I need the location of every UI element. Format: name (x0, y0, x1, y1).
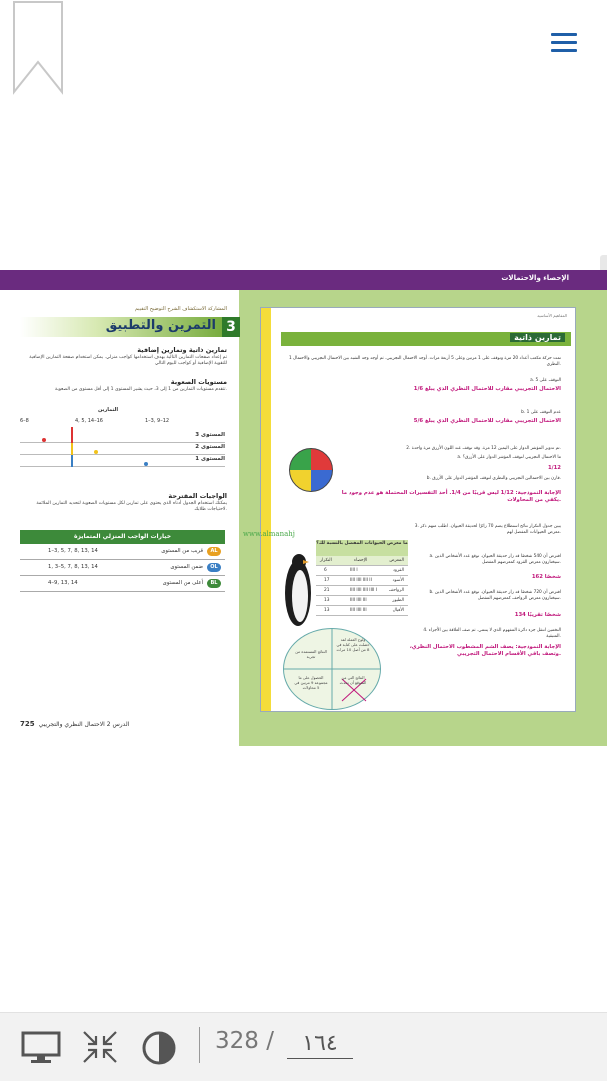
exercise-numbers: 1, 3–5, 7, 8, 13, 14 (48, 564, 98, 570)
answer-2b: الإجابة النموذجية: 1/12 ليس قريبًا من 1/4. أحد التفسيرات المحتملة هو عدم وجود ما يكفي من المحاولات. (341, 490, 561, 503)
level-range-2: 4, 5, 14–16 (75, 418, 103, 424)
table-cell: الأسود (392, 578, 404, 583)
col-header: الإحصاء (354, 558, 368, 563)
chapter-bar-title: الإحصاء والاحتمالات (501, 274, 569, 282)
answer-4: الإجابة النموذجية: يصف الشم المشطوب الاحتمال النظري، وتصف باقي الأقسام الاحتمال التجريبي. (409, 644, 561, 657)
level-dot-blue (144, 462, 148, 466)
bottom-toolbar (0, 1012, 607, 1081)
homework-row (20, 576, 225, 592)
section-title: التمرين والتطبيق (105, 318, 216, 333)
paragraph-assignments: يمكنك استخدام الجدول أدناه الذي يحتوي على تمارين لكل مستويات الصعوبة لتحديد التمارين الملائمة لاحتياجات طلابك. (36, 501, 227, 512)
frequency-table (316, 540, 408, 616)
homework-table (20, 530, 225, 592)
table-cell: الزواحف (388, 588, 404, 593)
chapter-bar (0, 270, 607, 290)
table-cell: IIII IIII IIII IIII I (350, 588, 378, 593)
table-cell: IIII IIII IIII II (350, 578, 372, 583)
table-cell: 21 (324, 588, 330, 593)
level-badge: AL (207, 547, 221, 556)
student-page (260, 307, 576, 712)
homework-row (20, 560, 225, 576)
contrast-icon[interactable] (141, 1030, 177, 1066)
table-cell: IIII IIII III (350, 598, 367, 603)
level-desc: أعلى من المستوى (162, 580, 203, 586)
hamburger-menu-icon[interactable] (551, 33, 577, 53)
table-row (316, 606, 408, 616)
answer-3a: 162 شخصًا (531, 574, 561, 580)
table-cell: 6 (324, 568, 327, 573)
toolbar-separator (199, 1027, 200, 1063)
level-label-3: المستوى 3 (195, 432, 225, 438)
homework-table-title: خيارات الواجب المنزلي المتمايزة (20, 530, 225, 544)
teacher-column (0, 290, 239, 746)
answer-1a: الاحتمال التجريبي مقارب للاحتمال النظري الذي يبلغ 1/6 (413, 386, 561, 392)
level-bar-blue (71, 455, 73, 467)
lesson-nav: المشاركة الاستكشاف الشرح التوضيح التقييم (134, 306, 227, 312)
total-pages: 328 / (215, 1028, 274, 1054)
table-row (316, 566, 408, 576)
page-number-input[interactable] (287, 1028, 353, 1059)
bookmark-icon[interactable] (12, 0, 64, 96)
table-cell: IIII I (350, 568, 358, 573)
question-2b: b. قارن بين الاحتمالين التجريبي والنظري لتوقف المؤشر الدوار على الأزرق. (426, 476, 561, 481)
level-label-2: المستوى 2 (195, 444, 225, 450)
spinner-image (289, 448, 333, 492)
section-banner (20, 317, 240, 337)
question-4: 4. التخمين انتقل جزء دائرة المفهوم الذي لا ينتمي. ثم صف العلاقة بين الأجزاء المتبقية. (423, 628, 561, 639)
monitor-icon[interactable] (20, 1030, 62, 1064)
footer-text: الدرس 2 الاحتمال النظري والتجريبي (38, 721, 130, 728)
levels-caption: التمارين (98, 407, 119, 413)
paragraph-self-practice: تم إعداد صفحات التمارين التالية بهدف استخدامها كواجب منزلي. يمكن استخدام صفحة التمارين الإضافية للتقوية الإضافية أو كواجب لليوم التالي (29, 355, 227, 366)
level-desc: قريب من المستوى (161, 548, 203, 554)
table-cell: القرود (392, 568, 404, 573)
question-3b: b. افترض أن 720 شخصًا قد زار حديقة الحيوان. توقع عدد الأشخاص الذين سيختارون معرض الزواحف كمعرضهم المفضل. (429, 590, 561, 601)
level-bar-yellow (71, 443, 73, 455)
heading-assignments: الواجبات المقترحة (168, 492, 227, 500)
book-page (0, 270, 607, 746)
watermark: www.almanahj (243, 530, 295, 538)
frequency-table-title: ما معرض الحيوانات المفضل بالنسبة لك؟ (316, 540, 408, 556)
table-cell: 13 (324, 598, 330, 603)
level-row-1 (20, 455, 225, 467)
level-bar-red (71, 431, 73, 443)
level-range-1: 1–3, 9–12 (145, 418, 170, 424)
level-label-1: المستوى 1 (195, 456, 225, 462)
circle-cell: النتائج المستمدة من تجربة (295, 649, 327, 659)
level-range-3: 6–8 (20, 418, 29, 424)
question-1: 1 تمت حركة مكعب أعداد 20 مرة وتوقف على 1 مرتين وعلى 5 أربعة مرات. أوجد الاحتمال التجريبي. ثم أوجد وجه الشبه بين الاحتمال التجريبي والاحتمال النظري. (288, 356, 561, 367)
table-cell: IIII IIII III (350, 608, 367, 613)
penguin-image (283, 548, 313, 628)
circle-cell: النتائج التي من المتوقع أن تحدث (339, 675, 367, 685)
question-3a: a. افترض أن 540 شخصًا قد زار حديقة الحيوان. توقع عدد الأشخاص الذين سيختارون معرض القرود كمعرضهم المفضل. (429, 554, 561, 565)
table-row (316, 586, 408, 596)
homework-row (20, 544, 225, 560)
exercise-numbers: 4–9, 13, 14 (48, 580, 78, 586)
answer-2a: 1/12 (548, 465, 561, 471)
answer-3b: 134 شخصًا تقريبًا (514, 612, 561, 618)
level-dot-yellow (94, 450, 98, 454)
question-3: 3. يبين جدول التكرار نتائج استطلاع يضم 70 زائرًا لحديقة الحيوان. اطلب منهم ذكر معرض الحيوانات المفضل لهم. (414, 524, 561, 535)
table-row (316, 596, 408, 606)
heading-difficulty: مستويات الصعوبة (170, 378, 227, 386)
section-number: 3 (222, 317, 240, 337)
level-badge: OL (207, 563, 221, 572)
table-cell: 13 (324, 608, 330, 613)
question-1b: b. عدم التوقف على 1 (521, 410, 561, 415)
table-row (316, 576, 408, 586)
level-badge: BL (207, 579, 221, 588)
heading-self-practice: تمارين ذاتية وتمارين إضافية (137, 346, 227, 354)
table-cell: الأفيال (392, 608, 404, 613)
student-title-bar (281, 332, 571, 346)
question-1a: a. التوقف على 5 (530, 378, 561, 383)
question-2a: a. ما الاحتمال التجريبي لتوقف المؤشر الدوار على الأزرق؟ (457, 455, 561, 460)
concept-circle (283, 628, 381, 710)
level-dot-red (42, 438, 46, 442)
level-desc: ضمن المستوى (170, 564, 203, 570)
page-number: 725 (20, 720, 35, 728)
question-2: 2. تم تدوير المؤشر الدوار على اليمين 12 مرة. وقد توقف عند اللون الأزرق مرة واحدة. (406, 446, 561, 451)
table-header-row (316, 556, 408, 566)
circle-cell: الحصول على ما مجموعه 9 مرتين في 5 محاولات (294, 675, 328, 690)
col-header: المعرض (389, 558, 404, 563)
answer-1b: الاحتمال التجريبي مقارب للاحتمال النظري الذي يبلغ 5/6 (413, 418, 561, 424)
col-header: التكرار (320, 558, 332, 563)
collapse-icon[interactable] (82, 1030, 118, 1064)
page-footer (20, 720, 129, 728)
paragraph-difficulty: تتقدم مستويات التمارين من 1 إلى 3، حيث يشير المستوى 1 إلى أقل مستوى من الصعوبة. (55, 387, 227, 392)
student-title: تمارين ذاتية (510, 333, 565, 342)
table-cell: 17 (324, 578, 330, 583)
exercise-numbers: 1–3, 5, 7, 8, 13, 14 (48, 548, 98, 554)
level-row-2 (20, 443, 225, 455)
circle-cell: ولوح العملة لقد حصلت على كتابة في 8 من أصل 10 مرات (336, 637, 370, 652)
student-page-tag: المفاهيم الأساسية (537, 313, 567, 318)
level-row-3 (20, 431, 225, 443)
yellow-margin (261, 308, 271, 711)
table-cell: الطيور (392, 598, 404, 603)
